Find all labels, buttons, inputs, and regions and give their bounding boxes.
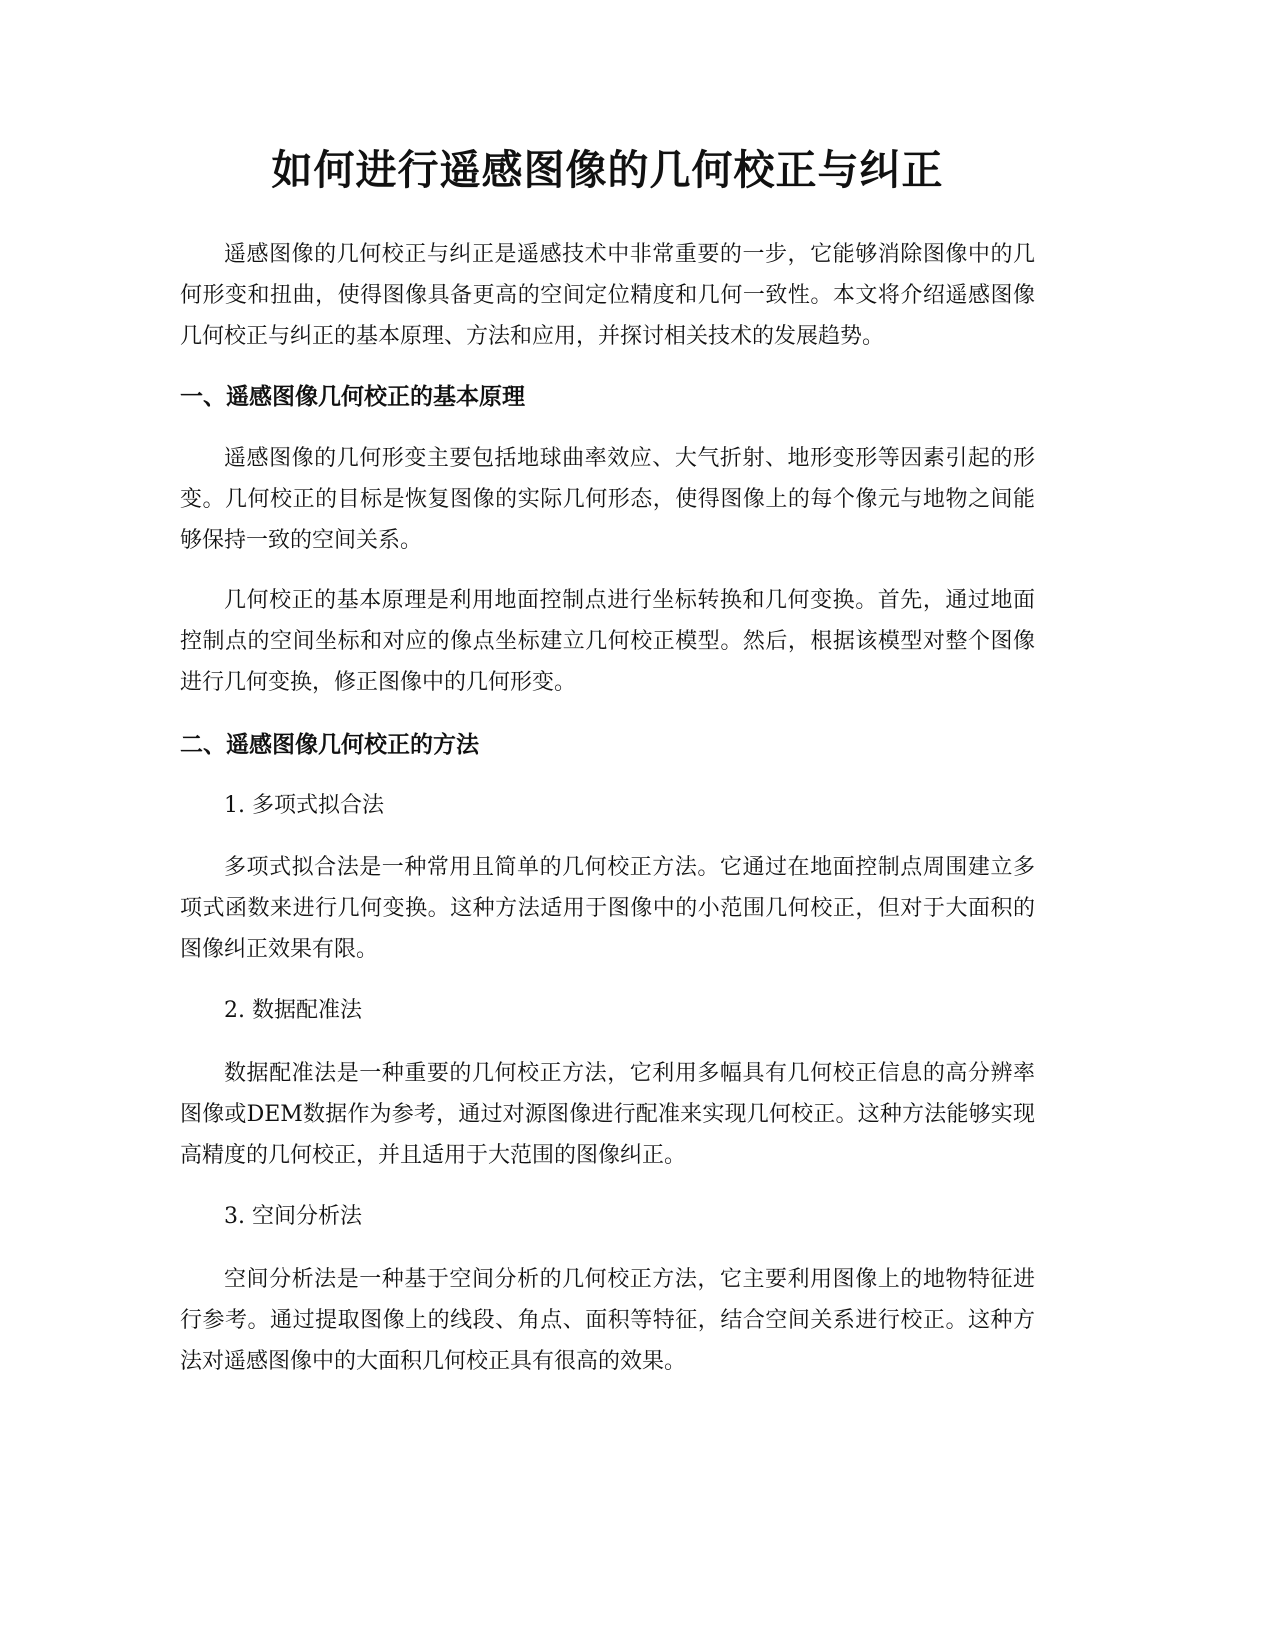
method-label-spatial: 3. 空间分析法	[224, 1204, 362, 1229]
method-label-registration: 2. 数据配准法	[224, 998, 362, 1023]
section-heading-methods: 二、遥感图像几何校正的方法	[180, 732, 479, 758]
principles-paragraph-1: 遥感图像的几何形变主要包括地球曲率效应、大气折射、地形变形等因素引起的形变。几何校正的目标是恢复图像的实际几何形态，使得图像上的每个像元与地物之间能够保持一致的空间关系。	[180, 446, 1035, 553]
principles-paragraph-2: 几何校正的基本原理是利用地面控制点进行坐标转换和几何变换。首先，通过地面控制点的空间坐标和对应的像点坐标建立几何校正模型。然后，根据该模型对整个图像进行几何变换，修正图像中的几何形变。	[180, 588, 1035, 695]
intro-paragraph: 遥感图像的几何校正与纠正是遥感技术中非常重要的一步，它能够消除图像中的几何形变和扭曲，使得图像具备更高的空间定位精度和几何一致性。本文将介绍遥感图像几何校正与纠正的基本原理、方法和应用，并探讨相关技术的发展趋势。	[180, 242, 1035, 349]
section-heading-principles: 一、遥感图像几何校正的基本原理	[180, 384, 525, 410]
method-text-spatial: 空间分析法是一种基于空间分析的几何校正方法，它主要利用图像上的地物特征进行参考。通过提取图像上的线段、角点、面积等特征，结合空间关系进行校正。这种方法对遥感图像中的大面积几何校正具有很高的效果。	[180, 1267, 1035, 1374]
method-text-polynomial: 多项式拟合法是一种常用且简单的几何校正方法。它通过在地面控制点周围建立多项式函数来进行几何变换。这种方法适用于图像中的小范围几何校正，但对于大面积的图像纠正效果有限。	[180, 855, 1035, 962]
document-title: 如何进行遥感图像的几何校正与纠正	[271, 146, 944, 194]
method-label-polynomial: 1. 多项式拟合法	[224, 793, 384, 818]
method-text-registration: 数据配准法是一种重要的几何校正方法，它利用多幅具有几何校正信息的高分辨率图像或DEM数据作为参考，通过对源图像进行配准来实现几何校正。这种方法能够实现高精度的几何校正，并且适用于大范围的图像纠正。	[180, 1061, 1035, 1168]
